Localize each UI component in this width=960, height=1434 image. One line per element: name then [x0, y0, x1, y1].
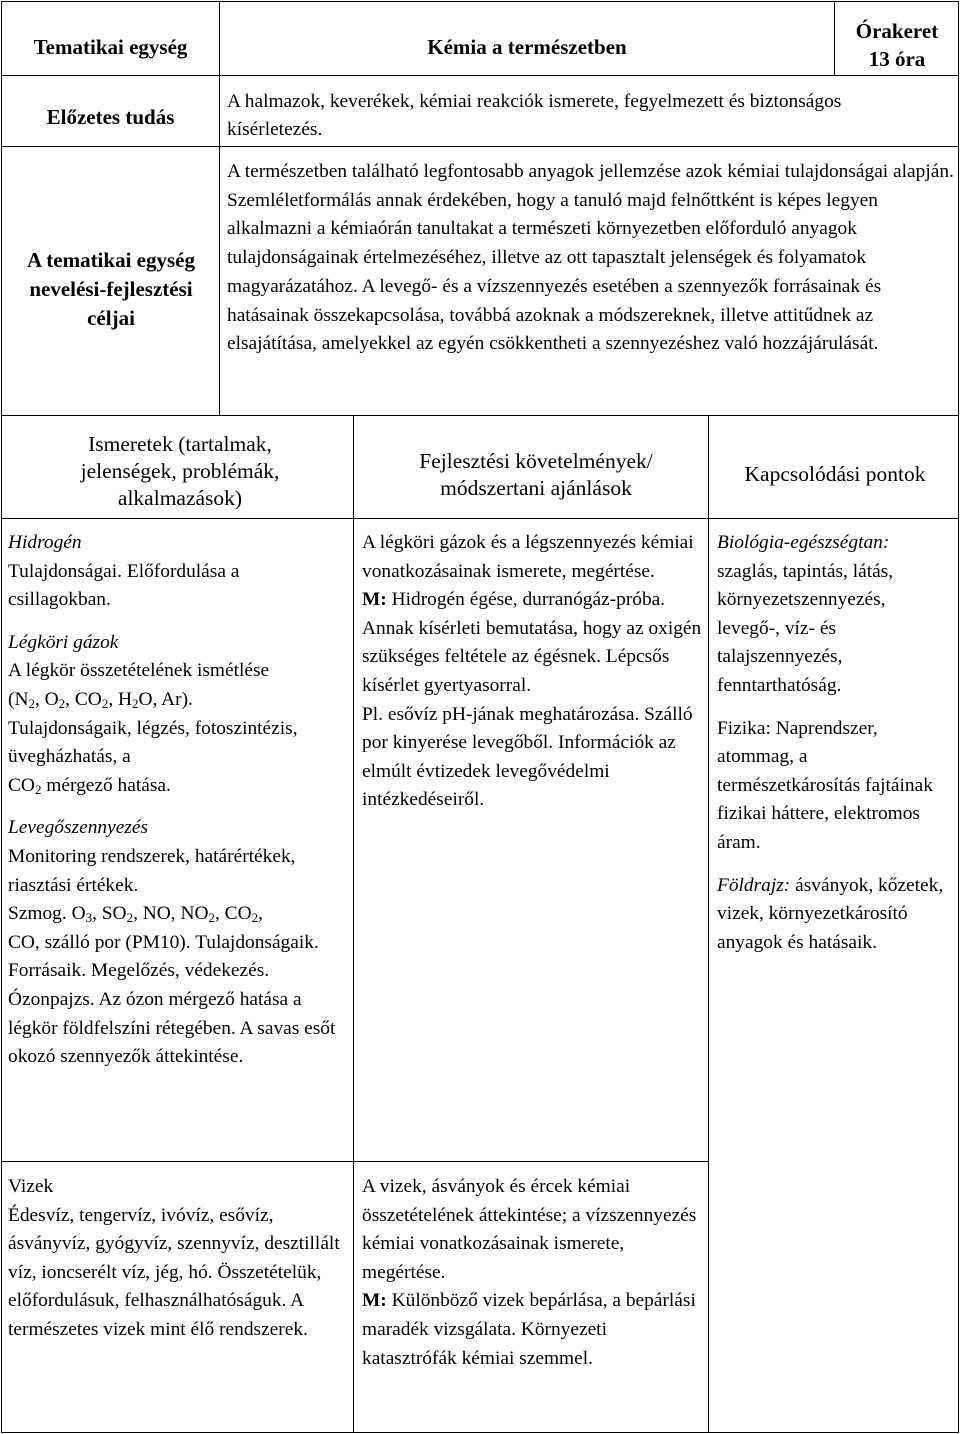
gases-co2-text: mérgező hatása.: [46, 774, 171, 796]
method-text: Hidrogén égése, durranógáz-próba.: [391, 589, 666, 611]
requirement-text: [362, 586, 702, 615]
method-text: Különböző vizek bepárlása, a bepárlási maradék vizsgálata. Környezeti katasztrófák kémiai szemmel.: [362, 1290, 696, 1369]
divider: [353, 416, 354, 1433]
connection-physics: Fizika: Naprendszer, atommag, a természetkárosítás fajtáinak fizikai háttere, elektromos áram.: [717, 717, 933, 853]
prior-knowledge-text: A halmazok, keverékek, kémiai reakciók ismerete, fegyelmezett és biztonságos kísérletezés.: [227, 91, 842, 140]
water-title: Vizek: [8, 1176, 54, 1197]
divider: [2, 75, 958, 76]
method-label: M:: [362, 1290, 387, 1312]
divider: [2, 1161, 354, 1162]
pollution-title: Levegőszennyezés: [8, 817, 148, 839]
requirement-text: A vizek, ásványok és ércek kémiai összetételének áttekintése; a vízszennyezés kémiai vonatkozásainak ismerete, megértése.: [362, 1176, 697, 1283]
goals-text: A természetben található legfontosabb anyagok jellemzése azok kémiai tulajdonságai alapján. Szemléletformálás annak érdekében, hogy a tanuló majd felnőttként is képes legyen alkalmazni a kémiaórán tanultakat a természeti környezetben előforduló anyagok tulajdonságainak értelmezéséhez, illetve az ott tapasztalt jelenségek és folyamatok magyarázatához. A levegő- és a vízszennyezés esetében a szennyezők forrásainak és hatásainak összekapcsolása, továbbá azoknak a módszereknek, illetve attitűdnek az elsajátítása, amelyekkel az egyén csökkentheti a szennyezéshez való hozzájárulását.: [227, 161, 954, 355]
unit-title: Kémia a természetben: [427, 35, 627, 59]
hydrogen-text: Tulajdonságai. Előfordulása a csillagokban.: [8, 560, 240, 611]
divider: [2, 518, 958, 519]
gases-formulas: ($N_2$, $O_2$, $CO_2$, $H_2O$, Ar).: [8, 688, 193, 711]
requirement-text: [362, 1287, 702, 1373]
column-header-connections: Kapcsolódási pontok: [744, 462, 926, 486]
gases-props: Tulajdonságaik, légzés, fotoszintézis, üvegházhatás, a: [8, 717, 298, 768]
connection-geography: [717, 872, 953, 958]
divider: [219, 2, 220, 415]
knowledge-column: [8, 529, 344, 1072]
divider: [354, 1161, 709, 1162]
divider: [2, 415, 958, 416]
pollution-text1: Monitoring rendszerek, határértékek, riasztási értékek.: [8, 845, 296, 896]
hydrogen-title: Hidrogén: [8, 532, 82, 553]
goals-label: A tematikai egység nevelési-fejlesztési céljai: [27, 248, 195, 330]
requirement-text: Annak kísérleti bemutatása, hogy az oxigén szükséges feltétele az égésnek. Lépcsős kísérlet gyertyasorral.: [362, 617, 702, 696]
pollution-text2: CO, szálló por (PM10). Tulajdonságaik. Forrásaik. Megelőzés, védekezés. Ózonpajzs. Az ózon mérgező hatása a légkör földfelszíni rétegében. A savas esőt okozó szennyezők áttekintése.: [8, 931, 336, 1068]
gases-title: Légköri gázok: [8, 631, 119, 653]
divider: [2, 146, 958, 147]
water-block: [8, 1173, 344, 1345]
prior-knowledge-label: Előzetes tudás: [46, 105, 175, 129]
hours-label: Órakeret: [855, 19, 939, 43]
hours-value: 13 óra: [868, 47, 926, 71]
geography-text: ásványok, kőzetek, vizek, környezetkárosító anyagok és hatásaik.: [717, 874, 944, 953]
requirement-text: Pl. esővíz pH-jának meghatározása. Szálló por kinyerése levegőből. Információk az elmúlt évtizedek levegővédelmi intézkedéseiről.: [362, 703, 693, 811]
gases-co2: $CO_2$ mérgező hatása.: [8, 774, 171, 797]
connections-column: [717, 529, 953, 957]
column-header-knowledge: Ismeretek (tartalmak, jelenségek, problémák, alkalmazások): [80, 432, 280, 510]
gases-intro: A légkör összetételének ismétlése: [8, 660, 270, 682]
pollution-formulas: Szmog. $O_3$, $SO_2$, NO, $NO_2$, $CO_2$,: [8, 903, 263, 926]
requirements-water: [362, 1173, 702, 1373]
requirements-column: [362, 529, 702, 815]
divider: [708, 416, 709, 1433]
column-header-requirements: Fejlesztési követelmények/ módszertani ajánlások: [419, 449, 653, 500]
connection-biology: [717, 529, 953, 701]
requirement-text: A légköri gázok és a légszennyezés kémiai vonatkozásainak ismerete, megértése.: [362, 532, 694, 582]
biology-label: Biológia-egészségtan:: [717, 532, 890, 553]
unit-label: Tematikai egység: [33, 35, 188, 59]
water-text: Édesvíz, tengervíz, ivóvíz, esővíz, ásványvíz, gyógyvíz, szennyvíz, desztillált víz, ioncserélt víz, jég, hó. Összetételük, előfordulásuk, felhasználhatóságuk. A természetes vizek mint élő rendszerek.: [8, 1204, 340, 1340]
method-label: M:: [362, 589, 387, 611]
geography-label: Földrajz:: [717, 874, 791, 896]
biology-text: szaglás, tapintás, látás, környezetszennyezés, levegő-, víz- és talajszennyezés, fenntarthatóság.: [717, 560, 894, 696]
pollution-smog: Szmog.: [8, 903, 67, 925]
